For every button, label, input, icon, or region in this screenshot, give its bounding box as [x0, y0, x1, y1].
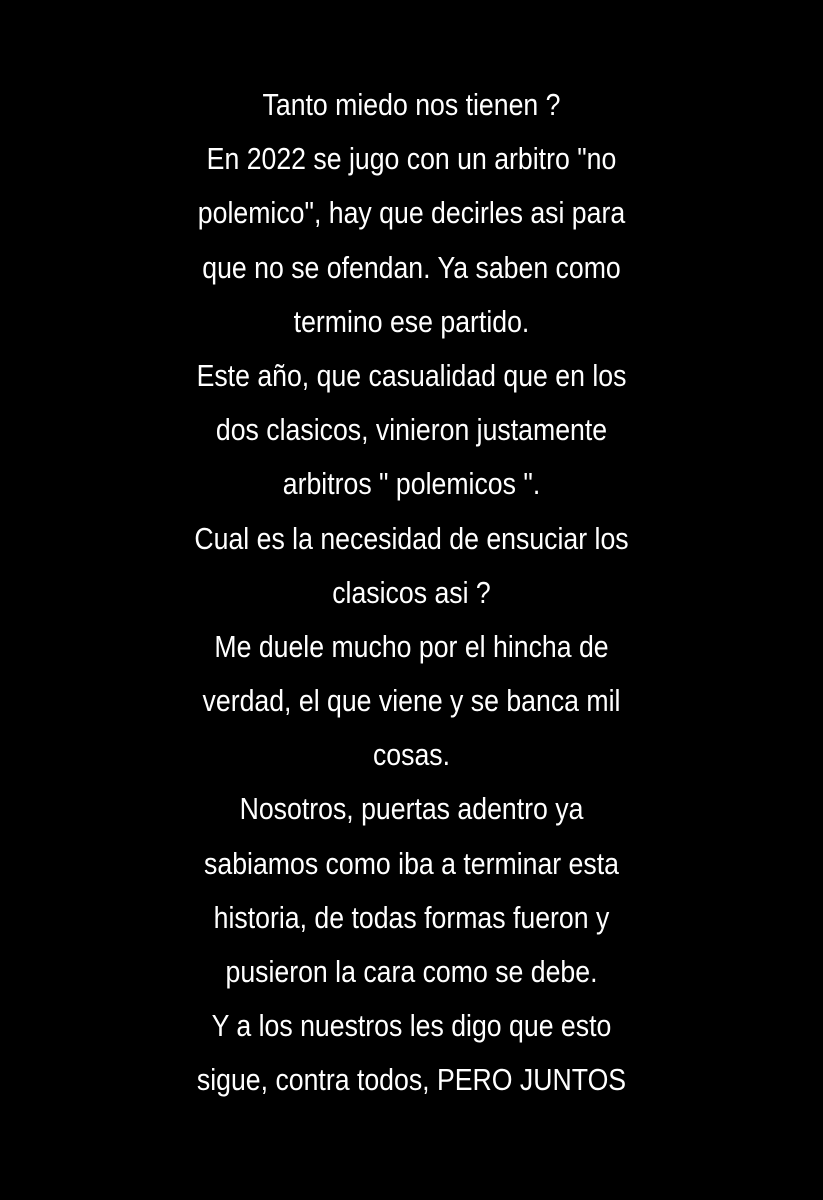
story-text-block	[58, 78, 766, 1108]
story-text-line: dos clasicos, vinieron justamente	[215, 412, 608, 448]
story-text-line: que no se ofendan. Ya saben como	[202, 249, 621, 285]
story-text-line: Nosotros, puertas adentro ya	[239, 791, 584, 827]
story-text-line: Este año, que casualidad que en los	[196, 357, 627, 393]
story-text-line: historia, de todas formas fueron y	[213, 899, 610, 935]
story-text-line: Tanto miedo nos tienen ?	[262, 87, 561, 122]
story-text-line: sigue, contra todos, PERO JUNTOS	[196, 1062, 627, 1098]
story-text-line: pusieron la cara como se debe.	[225, 954, 598, 989]
story-text-line: Me duele mucho por el hincha de	[214, 628, 609, 664]
story-text-line: termino ese partido.	[293, 303, 530, 339]
story-text-line: polemico", hay que decirles asi para	[197, 195, 626, 231]
story-text-line: clasicos asi ?	[332, 574, 491, 610]
story-text-line: En 2022 se jugo con un arbitro "no	[206, 141, 617, 177]
story-text-line: arbitros " polemicos ".	[282, 466, 541, 502]
story-text-line: Cual es la necesidad de ensuciar los	[194, 520, 629, 556]
story-text-line: verdad, el que viene y se banca mil	[202, 683, 621, 719]
story-text-line: sabiamos como iba a terminar esta	[204, 845, 619, 881]
story-text-line: cosas.	[372, 737, 451, 773]
story-text-line: Y a los nuestros les digo que esto	[211, 1008, 612, 1044]
